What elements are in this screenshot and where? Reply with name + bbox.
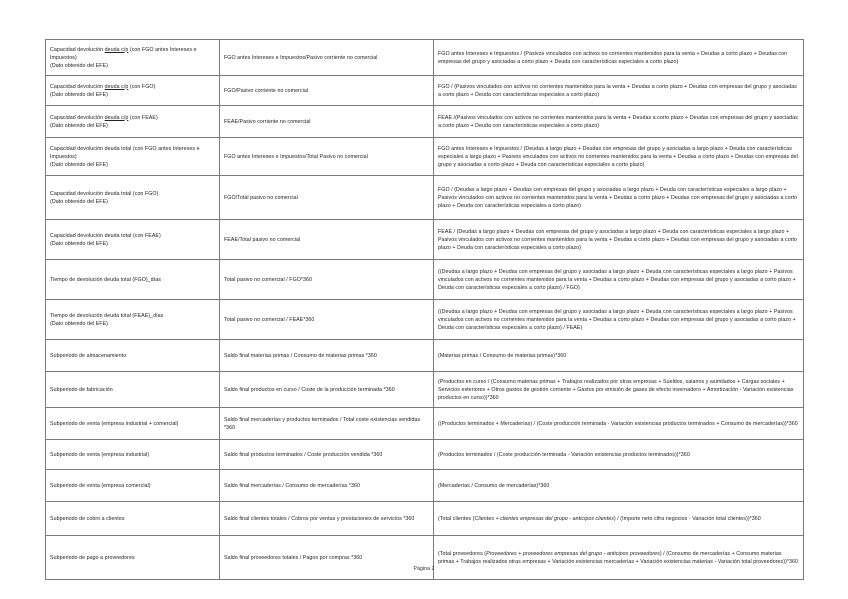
ratio-name: Subperiodo de venta (empresa comercial): [46, 470, 220, 502]
ratio-name: Tiempo de devolución deuda total (FGO)_días: [50, 276, 161, 283]
ratio-expansion: ((Deudas a largo plazo + Deudas con empresas del grupo y asociadas a largo plazo + Deuda con características especiales a largo plazo + Pasivos vinculados con activos no corrientes mantenidos para la venta + Deudas a corto plazo + Deudas con empresas del grupo y asociadas a corto plazo + Deuda con características especiales a corto plazo) / FGO): [434, 260, 804, 300]
ratio-expansion: (Total proveedores (Proveedores + proveedores empresas del grupo - anticipos proveedores) / (Consumo de mercaderías + Consumo materias primas + Trabajos realizados otras empresas + Variación existencias mercaderías + Variación existencias materias - Variación total proveedores))*360: [434, 536, 804, 580]
ratios-table: [45, 39, 804, 580]
table-row: [46, 372, 804, 408]
ratio-formula: FGO antes Intereses e Impuestos/Total Pasivo no comercial: [220, 138, 434, 176]
ratio-formula: FGO antes Intereses e Impuestos/Pasivo corriente no comercial: [220, 40, 434, 76]
ratio-formula: Saldo final proveedores totales / Pagos por compras *360: [220, 536, 434, 580]
ratio-expansion: (Productos en curso / (Consumo materias primas + Trabajos realizados por otras empresas + Sueldos, salarios y asimilados + Cargas sociales + Servicios exteriores + Otros gastos de gestión corriente + Gastos por emisión de gases de efecto invernadero + Amortización - Variación existencias productos en curso))*360: [434, 372, 804, 408]
ratio-formula: FEAE/Total pasivo no comercial: [220, 220, 434, 260]
ratio-expansion: FEAE /(Pasivos vinculados con activos no corrientes mantenidos para la venta + Deudas a corto plazo + Deudas con empresas del grupo y asociadas a corto plazo + Deuda con características especiales a corto plazo): [434, 106, 804, 138]
ratio-source: (Dato obtenido del EFE): [50, 240, 108, 247]
ratio-source: (Dato obtenido del EFE): [50, 320, 108, 327]
ratio-name: Capacidad devolución deuda c/p (con FGO antes Intereses e Impuestos): [50, 46, 197, 61]
ratio-formula: Saldo final mercaderías y productos terminados / Total coste existencias vendidas *360: [220, 408, 434, 440]
table-row: [46, 76, 804, 106]
table-row: [46, 340, 804, 372]
table-row: [46, 408, 804, 440]
table-row: [46, 40, 804, 76]
ratio-name: Subperiodo de venta (empresa industrial + comercial): [46, 408, 220, 440]
ratio-name-cell: [46, 76, 220, 106]
ratio-name: Subperiodo de almacenamiento: [46, 340, 220, 372]
ratio-name: Capacidad devolución deuda c/p (con FEAE): [50, 114, 158, 121]
table-row: [46, 176, 804, 220]
ratio-name: Capacidad devolución deuda total (con FEAE): [50, 232, 161, 239]
ratio-name: Capacidad devolución deuda total (con FGO): [50, 190, 159, 197]
ratio-formula: Saldo final mercaderías / Consumo de mercaderías *360: [220, 470, 434, 502]
ratio-name-cell: [46, 138, 220, 176]
ratio-formula: FGO/Total pasivo no comercial: [220, 176, 434, 220]
ratio-expansion: FGO antes Intereses e Impuestos / (Pasivos vinculados con activos no corrientes mantenidos para la venta + Deudas a corto plazo + Deudas con empresas del grupo y asociadas a corto plazo + Deuda con características especiales a corto plazo): [434, 40, 804, 76]
ratio-formula: Saldo final productos terminados / Coste producción vendida *360: [220, 440, 434, 470]
ratio-expansion: ((Deudas a largo plazo + Deudas con empresas del grupo y asociadas a largo plazo + Deuda con características especiales a largo plazo + Pasivos vinculados con activos no corrientes mantenidos para la venta + Deudas a corto plazo + Deudas con empresas del grupo y asociadas a corto plazo + Deuda con características especiales a corto plazo) / FEAE): [434, 300, 804, 340]
ratio-expansion: (Materias primas / Consumo de materias primas)*360: [434, 340, 804, 372]
table-row: [46, 470, 804, 502]
ratio-expansion: (Mercaderías / Consumo de mercaderías)*360: [434, 470, 804, 502]
table-row: [46, 138, 804, 176]
ratio-formula: Total pasivo no comercial / FGO*360: [220, 260, 434, 300]
ratio-expansion: FGO antes Intereses e Impuestos / (Deudas a largo plazo + Deudas con empresas del grupo y asociadas a largo plazo + Deuda con características especiales a largo plazo + Pasivos vinculados con activos no corrientes mantenidos para la venta + Deudas a corto plazo + Deudas con empresas del grupo y asociadas a corto plazo + Deuda con características especiales a corto plazo): [434, 138, 804, 176]
ratio-expansion: (Total clientes (Clientes + clientes empresas del grupo - anticipos clientes) / (Importe neto cifra negocios - Variación total clientes))*360: [434, 502, 804, 536]
table-row: [46, 220, 804, 260]
ratio-formula: Saldo final productos en curso / Coste de la producción terminada *360: [220, 372, 434, 408]
ratio-name-cell: [46, 300, 220, 340]
ratio-expansion: (Productos terminados / (Coste producción terminada - Variación existencias productos terminados))*360: [434, 440, 804, 470]
ratio-name: Subperiodo de venta (empresa industrial): [46, 440, 220, 470]
ratio-name: Capacidad devolución deuda total (con FGO antes Intereses e Impuestos): [50, 145, 200, 160]
ratio-name-cell: [46, 40, 220, 76]
ratio-expansion: FEAE / (Deudas a largo plazo + Deudas con empresas del grupo y asociadas a largo plazo + Deuda con características especiales a largo plazo + Pasivos vinculados con activos no corrientes mantenidos para la venta + Deudas a corto plazo + Deudas con empresas del grupo y asociadas a corto plazo + Deuda con características especiales a corto plazo): [434, 220, 804, 260]
ratio-formula: FEAE/Pasivo corriente no comercial: [220, 106, 434, 138]
ratio-expansion: ((Productos terminados + Mercaderías) / (Coste producción terminada - Variación existencias productos terminados + Consumo de mercaderías))*360: [434, 408, 804, 440]
table-row: [46, 106, 804, 138]
ratio-source: (Dato obtenido del EFE): [50, 122, 108, 129]
ratio-name-cell: [46, 260, 220, 300]
ratio-expansion: FGO / (Pasivos vinculados con activos no corrientes mantenidos para la venta + Deudas a corto plazo + Deudas con empresas del grupo y asociadas a corto plazo + Deuda con características especiales a corto plazo): [434, 76, 804, 106]
ratio-source: (Dato obtenido del EFE): [50, 198, 108, 205]
ratio-name: Subperiodo de fabricación: [46, 372, 220, 408]
ratio-name: Subperiodo de cobro a clientes: [46, 502, 220, 536]
ratio-name-cell: [46, 220, 220, 260]
table-row: [46, 300, 804, 340]
ratio-name: Tiempo de devolución deuda total (FEAE)_días: [50, 312, 164, 319]
table-row: [46, 502, 804, 536]
ratio-name: Capacidad devolución deuda c/p (con FGO): [50, 83, 156, 90]
ratio-formula: Saldo final materias primas / Consumo de materias primas *360: [220, 340, 434, 372]
ratio-source: (Dato obtenido del EFE): [50, 91, 108, 98]
ratio-formula: Total pasivo no comercial / FEAE*360: [220, 300, 434, 340]
ratio-name-cell: [46, 176, 220, 220]
table-row: [46, 536, 804, 580]
table-row: [46, 260, 804, 300]
ratio-expansion: FGO / (Deudas a largo plazo + Deudas con empresas del grupo y asociadas a largo plazo + Deuda con características especiales a largo plazo + Pasivos vinculados con activos no corrientes mantenidos para la venta + Deudas a corto plazo + Deudas con empresas del grupo y asociadas a corto plazo + Deuda con características especiales a corto plazo): [434, 176, 804, 220]
ratio-source: (Dato obtenido del EFE): [50, 161, 108, 168]
ratio-formula: Saldo final clientes totales / Cobros por ventas y prestaciones de servicios *360: [220, 502, 434, 536]
page-number: Página 2: [413, 566, 435, 572]
ratio-formula: FGO/Pasivo corriente no comercial: [220, 76, 434, 106]
ratio-name: Subperiodo de pago a proveedores: [46, 536, 220, 580]
ratio-name-cell: [46, 106, 220, 138]
table-row: [46, 440, 804, 470]
ratio-source: (Dato obtenido del EFE): [50, 62, 108, 69]
